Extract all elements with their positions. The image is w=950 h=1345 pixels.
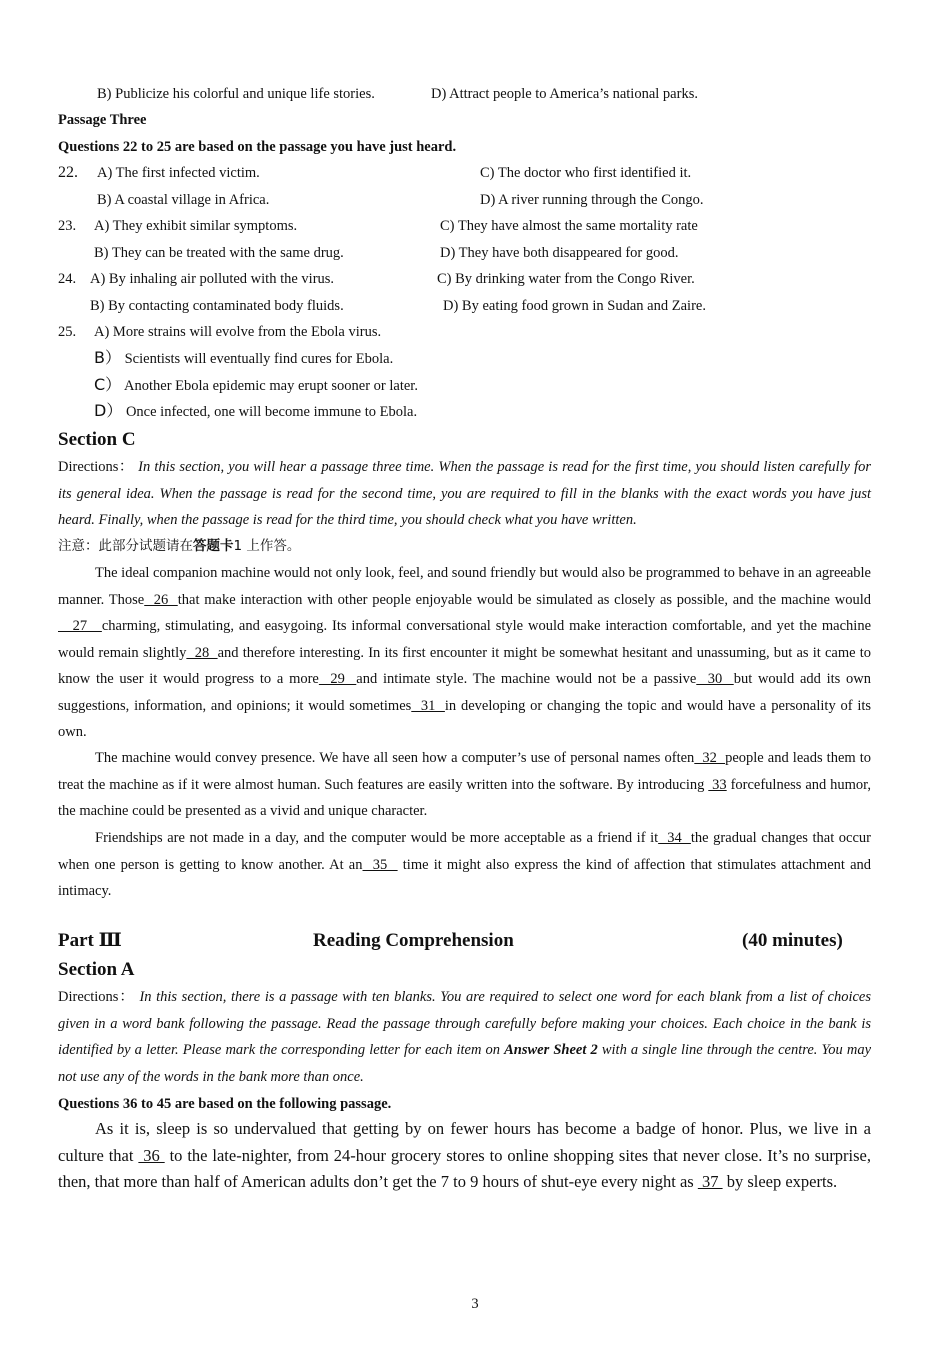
text: by sleep experts. [726, 1172, 838, 1191]
q22-option-a: A) The first infected victim. [97, 165, 260, 181]
q24-option-c: C) By drinking water from the Congo River. [437, 271, 695, 287]
part-title: Reading Comprehension [313, 930, 514, 951]
q25-option-a: A) More strains will evolve from the Ebola virus. [94, 324, 382, 340]
section-c-note [58, 537, 300, 555]
section-c-paragraph-3 [58, 825, 871, 905]
text: but would add its own suggestions, information, and opinions; it would sometimes [58, 671, 872, 714]
q25-d-text: Once infected, one will become immune to Ebola. [125, 404, 418, 420]
q23-option-b: B) They can be treated with the same drug. [94, 245, 344, 261]
blank-30: 30 [696, 671, 734, 687]
q25-b-text: Scientists will eventually find cures for Ebola. [124, 351, 394, 367]
text: The ideal companion machine would not only look, feel, and sound friendly but would also be programmed to behave in an agreeable manner. Those [58, 565, 871, 608]
text: the gradual changes that occur when one person is getting to know another. At an [58, 830, 871, 873]
passage-three-title: Passage Three [58, 112, 147, 128]
q23-option-d: D) They have both disappeared for good. [440, 245, 679, 261]
part3-intro: Questions 36 to 45 are based on the following passage. [58, 1096, 392, 1112]
q25-c-text: Another Ebola epidemic may erupt sooner or later. [124, 378, 418, 394]
option-d: D) Attract people to America’s national parks. [431, 86, 698, 102]
q24-option-b: B) By contacting contaminated body fluids. [90, 298, 344, 314]
section-c-title: Section C [58, 429, 136, 450]
text: people and leads them to treat the machine as if it were almost human. Such features are easily written into the software. By introducing [58, 750, 872, 793]
q23-option-c: C) They have almost the same mortality rate [440, 218, 698, 234]
section-c-paragraph-1 [58, 560, 871, 746]
part3-paragraph-1 [58, 1116, 871, 1196]
text: charming, stimulating, and easygoing. Its informal conversational style would make interaction comfortable, and yet the machine would remain slightly [58, 618, 872, 661]
blank-31: 31 [411, 697, 445, 714]
blank-26: 26 [144, 591, 178, 608]
q24-option-a: A) By inhaling air polluted with the virus. [90, 271, 335, 287]
part3-directions [58, 984, 871, 1090]
blank-33: 33 [708, 776, 727, 793]
blank-34: 34 [658, 830, 691, 846]
directions-label: Directions： [58, 459, 134, 475]
directions-label: Directions： [58, 989, 135, 1005]
text: Friendships are not made in a day, and the computer would be more acceptable as a friend if it [95, 830, 659, 846]
q22-num: 22. [58, 164, 78, 181]
text: As it is, sleep is so undervalued that getting by on fewer hours has become a badge of honor. Plus, we live in a culture that [58, 1119, 871, 1165]
q24-option-d: D) By eating food grown in Sudan and Zaire. [443, 298, 706, 314]
text: and intimate style. The machine would not be a passive [356, 671, 697, 687]
directions-text: In this section, you will hear a passage three time. When the passage is read for the first time, you should listen carefully for its general idea. When the passage is read for the second time, you are required to fill in the blanks with the exact words you have just heard. Finally, when the passage is read for the third time, you should check what you have written. [58, 459, 872, 528]
option-b: B) Publicize his colorful and unique life stories. [97, 86, 375, 102]
q23-option-a: A) They exhibit similar symptoms. [94, 218, 298, 234]
text: The machine would convey presence. We have all seen how a computer’s use of personal names often [95, 750, 695, 766]
q25-option-c [94, 376, 418, 395]
part-time: (40 minutes) [742, 930, 843, 951]
note-answer-sheet: 答题卡 [193, 538, 234, 554]
text: in developing or changing the topic and would have a personality of its own. [58, 697, 872, 740]
q25-d-letter: D） [94, 401, 123, 420]
answer-sheet-2: Answer Sheet 2 [504, 1042, 598, 1058]
q25-num: 25. [58, 324, 77, 340]
q25-b-letter: B） [94, 348, 121, 367]
blank-36: 36 [138, 1145, 165, 1165]
q25-c-letter: C） [94, 375, 122, 394]
blank-35: 35 [362, 856, 398, 873]
q22-option-d: D) A river running through the Congo. [480, 192, 704, 208]
text: time it might also express the kind of affection that stimulates attachment and intimacy. [58, 856, 872, 899]
blank-32: 32 [694, 750, 726, 766]
text: that make interaction with other people enjoyable would be simulated as closely as possible, and the machine would [177, 591, 871, 608]
passage-three-intro: Questions 22 to 25 are based on the passage you have just heard. [58, 139, 457, 155]
section-a-title: Section A [58, 959, 135, 980]
text: to the late-nighter, from 24-hour grocery stores to online shopping sites that never close. It’s no surprise, then, that more than half of American adults don’t get the 7 to 9 hours of shut-eye every night as [58, 1145, 872, 1191]
blank-37: 37 [697, 1172, 723, 1191]
q24-num: 24. [58, 271, 77, 287]
blank-29: 29 [318, 671, 357, 687]
q23-num: 23. [58, 218, 77, 234]
page-number: 3 [471, 1296, 479, 1312]
q25-option-d [94, 402, 417, 421]
note-text-c: 1 上作答。 [233, 538, 301, 554]
section-c-paragraph-2 [58, 745, 871, 825]
q22-option-b: B) A coastal village in Africa. [97, 192, 270, 208]
q25-option-b [94, 349, 393, 368]
part-label: Part Ⅲ [58, 930, 122, 951]
directions-text: In this section, there is a passage with ten blanks. You are required to select one word for each blank from a list of choices given in a word bank following the passage. Read the passage through carefully before making your choices. Each choice in the bank is identified by a letter. Please mark the corresponding letter for each item on [58, 989, 872, 1058]
text: and therefore interesting. In its first encounter it might be somewhat hesitant and unassuming, but as it came to know the user it would progress to a more [58, 644, 872, 687]
section-c-directions [58, 454, 871, 534]
note-text-a: 注意：此部分试题请在 [58, 538, 193, 554]
blank-28: 28 [186, 644, 218, 661]
text: forcefulness and humor, the machine could be presented as a vivid and unique character. [58, 776, 872, 819]
directions-text: with a single line through the centre. You may not use any of the words in the bank more than once. [58, 1042, 872, 1085]
q22-option-c: C) The doctor who first identified it. [480, 165, 692, 181]
blank-27: 27 [58, 618, 102, 634]
